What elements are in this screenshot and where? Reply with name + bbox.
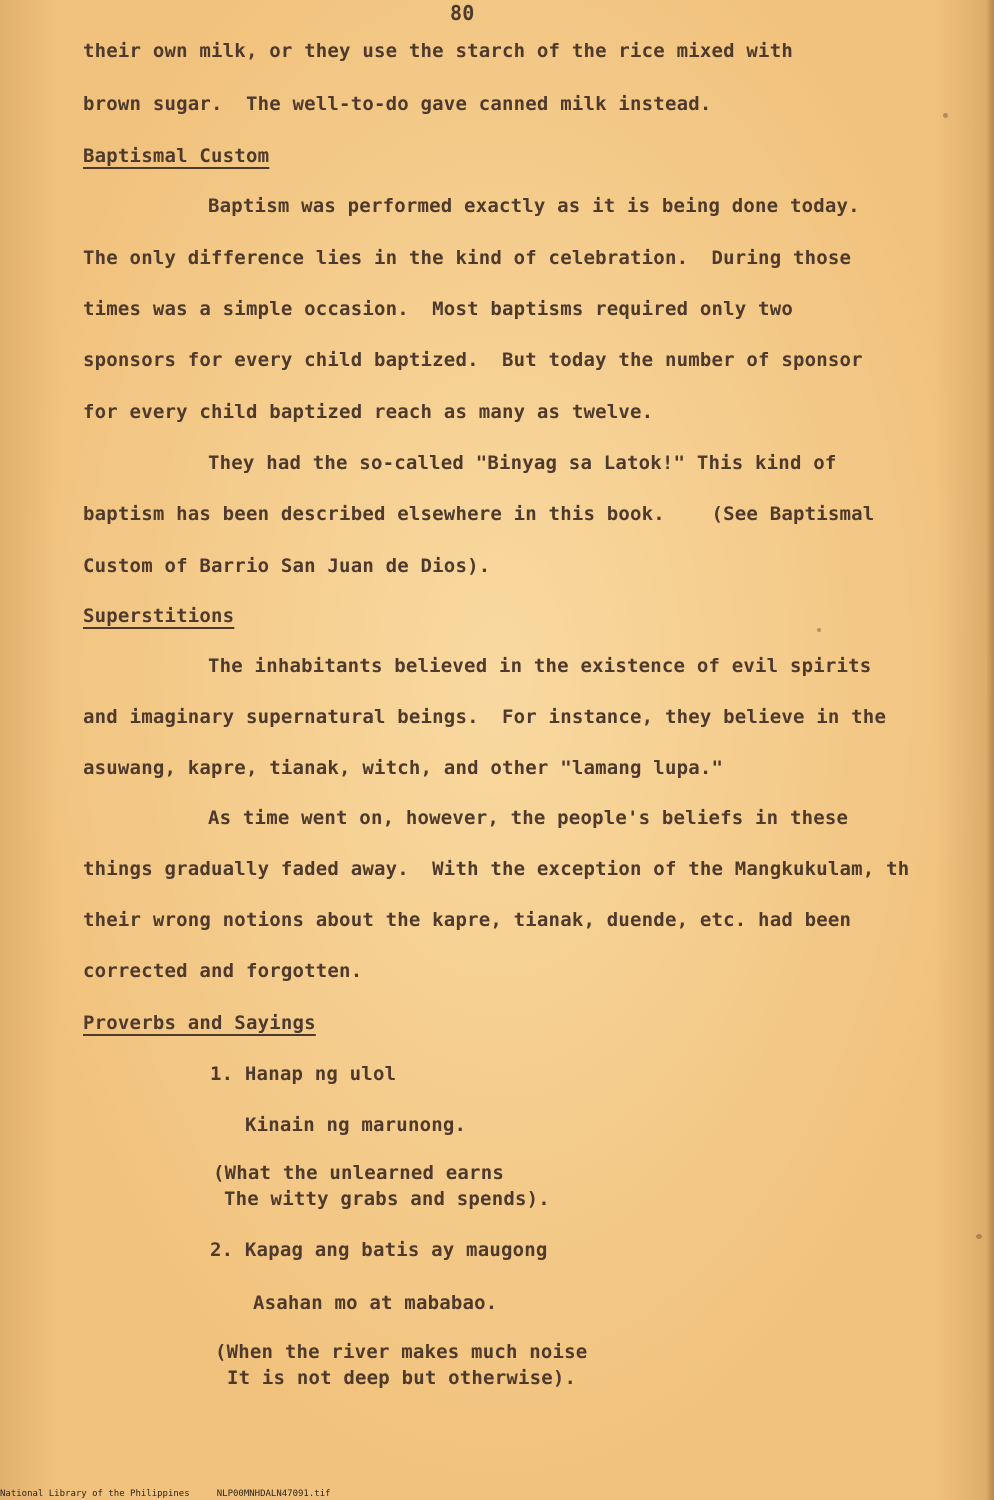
proverb-translation-line: The witty grabs and spends). [224, 1188, 550, 1210]
paper-speck [943, 113, 948, 118]
text-line: their wrong notions about the kapre, tianak, duende, etc. had been [83, 909, 852, 931]
text-line: sponsors for every child baptized. But today the number of sponsor [83, 349, 863, 371]
proverb-line: 2. Kapag ang batis ay maugong [210, 1239, 548, 1261]
paper-speck [976, 1234, 982, 1239]
proverb-translation-line: It is not deep but otherwise). [227, 1367, 577, 1389]
section-heading-superstitions: Superstitions [83, 605, 235, 627]
paper-speck [817, 628, 821, 632]
text-line: baptism has been described elsewhere in this book. (See Baptismal [83, 503, 875, 525]
text-line: Custom of Barrio San Juan de Dios). [83, 555, 491, 577]
text-line: things gradually faded away. With the exception of the Mangkukulam, th [83, 858, 910, 880]
text-line: The inhabitants believed in the existence of evil spirits [208, 655, 872, 677]
proverb-translation-line: (What the unlearned earns [213, 1162, 504, 1184]
proverb-line: Asahan mo at mababao. [253, 1292, 498, 1314]
text-line: their own milk, or they use the starch of the rice mixed with [83, 40, 793, 62]
proverb-translation-line: (When the river makes much noise [215, 1341, 588, 1363]
text-line: brown sugar. The well-to-do gave canned milk instead. [83, 93, 712, 115]
proverb-line: Kinain ng marunong. [245, 1114, 467, 1136]
text-line: times was a simple occasion. Most baptisms required only two [83, 298, 793, 320]
text-line: The only difference lies in the kind of celebration. During those [83, 247, 852, 269]
page-number: 80 [450, 1, 475, 25]
text-line: asuwang, kapre, tianak, witch, and other "lamang lupa." [83, 757, 724, 779]
section-heading-proverbs-and-sayings: Proverbs and Sayings [83, 1012, 316, 1034]
section-heading-baptismal-custom: Baptismal Custom [83, 145, 270, 167]
text-line: They had the so-called "Binyag sa Latok!" This kind of [208, 452, 837, 474]
paper-edge-shadow [986, 0, 994, 1500]
scan-footer: National Library of the Philippines NLP00MNHDALN47091.tif [0, 1489, 331, 1499]
text-line: and imaginary supernatural beings. For instance, they believe in the [83, 706, 887, 728]
text-line: for every child baptized reach as many as twelve. [83, 401, 654, 423]
proverb-line: 1. Hanap ng ulol [210, 1063, 397, 1085]
text-line: corrected and forgotten. [83, 960, 363, 982]
text-line: Baptism was performed exactly as it is being done today. [208, 195, 860, 217]
text-line: As time went on, however, the people's beliefs in these [208, 807, 849, 829]
